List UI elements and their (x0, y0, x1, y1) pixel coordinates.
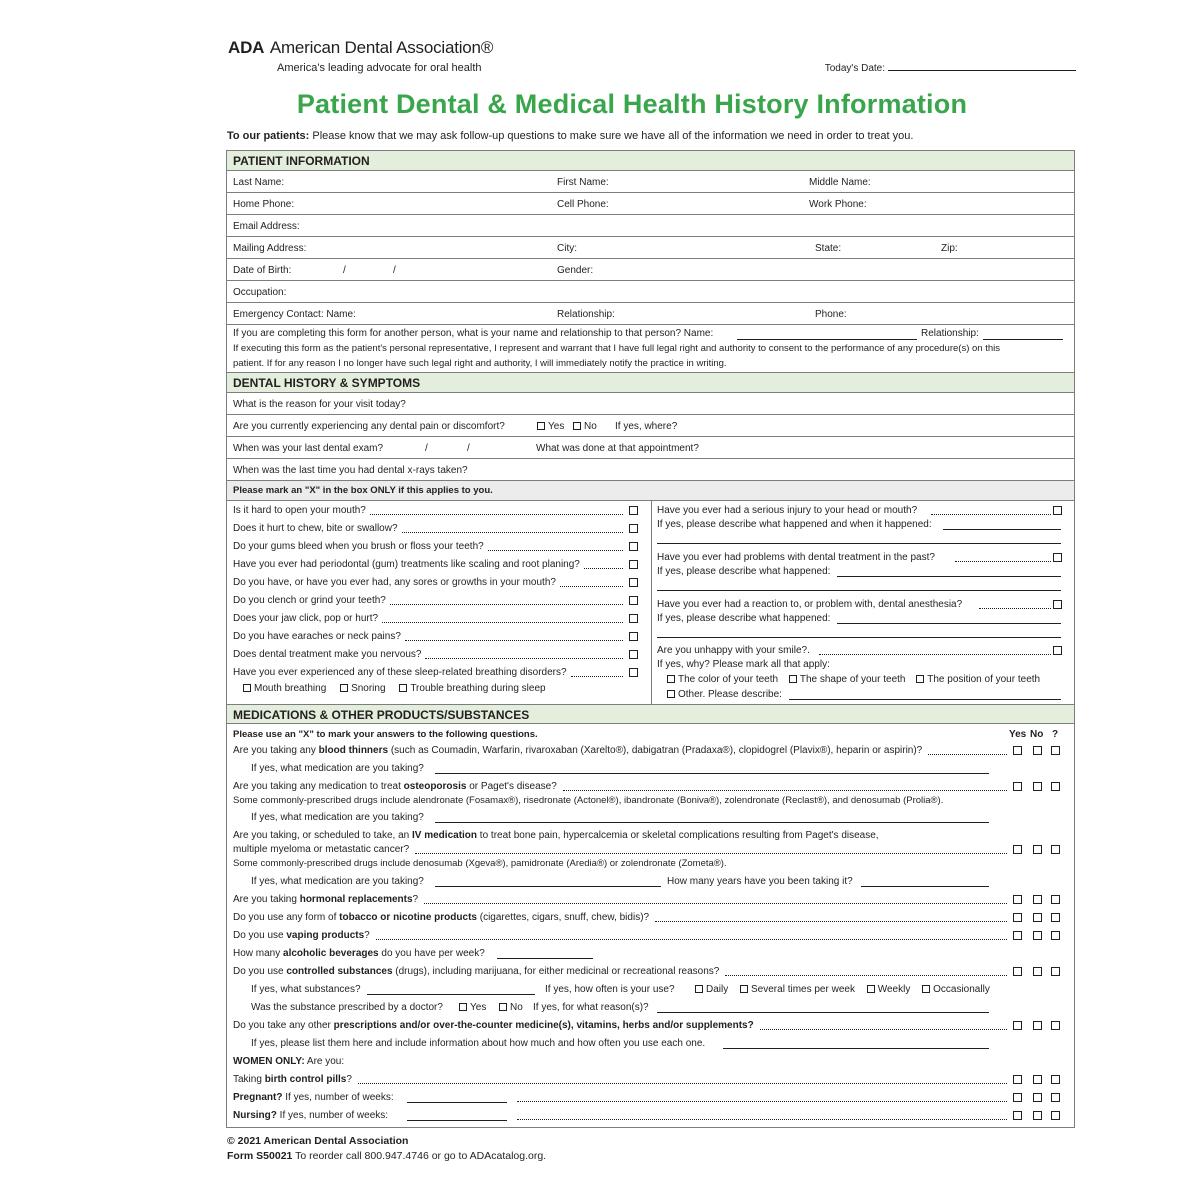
column-no: No (1030, 729, 1044, 740)
appointment-work-label: What was done at that appointment? (536, 443, 699, 454)
osteoporosis-drugs: Some commonly-prescribed drugs include alendronate (Fosamax®), risedronate (Actonel®), ibandronate (Boniva®), zolendronate (Reclast®), and denosumab (Prolia®). (233, 795, 944, 806)
leader-dots (560, 586, 623, 587)
vaping-yes-checkbox[interactable] (1013, 931, 1022, 940)
checkbox-icon[interactable] (340, 684, 348, 692)
smile-option-other[interactable] (667, 689, 782, 700)
representative-statement-1: If executing this form as the patient's personal representative, I represent and warrant that I have full legal right and authority to consent to the performance of any procedure(s) on this (233, 343, 1000, 354)
years-taking-line[interactable] (861, 886, 989, 887)
tobacco-question (233, 912, 649, 923)
dental-question-5-checkbox[interactable] (629, 578, 638, 587)
frequency-weekly[interactable] (867, 984, 911, 995)
substances-label: If yes, what substances? (251, 984, 361, 995)
dental-question-2: Does it hurt to chew, bite or swallow? (233, 523, 398, 534)
alcohol-question (233, 948, 485, 959)
checkbox-icon[interactable] (789, 675, 797, 683)
women-only-heading (233, 1056, 344, 1067)
sleep-option-trouble-breathing[interactable] (399, 683, 545, 694)
question-text: ? (346, 1074, 352, 1085)
prescribed-no[interactable] (499, 1002, 523, 1013)
state-label: State: (815, 243, 842, 254)
birth-control-yes-checkbox[interactable] (1013, 1075, 1022, 1084)
checkbox-icon[interactable] (243, 684, 251, 692)
dental-question-6: Do you clench or grind your teeth? (233, 595, 386, 606)
question-text: (such as Coumadin, Warfarin, rivaroxaban (Xarelto®), dabigatran (Pradaxa®), clopidogrel (Plavix®), heparin or aspirin)? (388, 745, 923, 756)
anesthesia-question: Have you ever had a reaction to, or problem with, dental anesthesia? (657, 599, 963, 610)
controlled-substances-unsure-checkbox[interactable] (1051, 967, 1060, 976)
prescribed-reason-line[interactable] (657, 1012, 989, 1013)
frequency-options (695, 984, 990, 995)
iv-medication-label: If yes, what medication are you taking? (251, 876, 424, 887)
leader-dots (358, 1083, 1007, 1084)
dental-question-4: Have you ever had periodontal (gum) treatments like scaling and root planing? (233, 559, 580, 570)
vaping-unsure-checkbox[interactable] (1051, 931, 1060, 940)
smile-option-label: The position of your teeth (927, 674, 1041, 685)
logo-name: American Dental Association® (269, 38, 494, 57)
logo-abbreviation: ADA (228, 38, 265, 57)
intro-text (227, 130, 913, 142)
leader-dots (488, 550, 623, 551)
prescribed-question: Was the substance prescribed by a doctor? (251, 1002, 443, 1013)
substances-line[interactable] (367, 994, 535, 995)
representative-statement-2: patient. If for any reason I no longer have such legal right and authority, I will immediately notify the practice in writing. (233, 358, 727, 369)
emergency-contact-label: Emergency Contact: Name: (233, 309, 356, 320)
leader-dots (425, 658, 623, 659)
leader-dots (382, 622, 623, 623)
dental-pain-question: Are you currently experiencing any dental pain or discomfort? (233, 421, 505, 432)
leader-dots (390, 604, 623, 605)
pregnant-no-checkbox[interactable] (1033, 1093, 1042, 1102)
head-injury-question: Have you ever had a serious injury to your head or mouth? (657, 505, 918, 516)
question-keyword: blood thinners (318, 745, 389, 756)
frequency-option-label: Weekly (877, 984, 911, 995)
question-text: If yes, number of weeks: (276, 1110, 389, 1121)
page-title: Patient Dental & Medical Health History Information (296, 89, 968, 119)
checkbox-icon[interactable] (867, 985, 875, 993)
form-info (227, 1149, 546, 1164)
email-label: Email Address: (233, 221, 300, 232)
middle-name-label: Middle Name: (809, 177, 871, 188)
row-xrays[interactable] (227, 459, 1074, 481)
frequency-daily[interactable] (695, 984, 728, 995)
birth-control-unsure-checkbox[interactable] (1051, 1075, 1060, 1084)
sleep-option-label: Mouth breathing (254, 683, 327, 694)
question-text: Are you taking, or scheduled to take, an (233, 830, 412, 841)
dental-question-2-checkbox[interactable] (629, 524, 638, 533)
question-keyword: alcoholic beverages (283, 948, 379, 959)
iv-medication-question-line-2: multiple myeloma or metastatic cancer? (233, 844, 410, 855)
footer (227, 1134, 546, 1164)
question-keyword: birth control pills (264, 1074, 347, 1085)
question-text: How many (233, 948, 284, 959)
row-representative (227, 325, 1074, 373)
dental-question-7-checkbox[interactable] (629, 614, 638, 623)
dental-question-1: Is it hard to open your mouth? (233, 505, 366, 516)
dental-pain-where-label: If yes, where? (615, 421, 678, 432)
leader-dots (928, 754, 1007, 755)
leader-dots (405, 640, 623, 641)
checkbox-icon[interactable] (499, 1003, 507, 1011)
home-phone-label: Home Phone: (233, 199, 295, 210)
header (228, 38, 1076, 78)
prescribed-no-label: No (510, 1002, 523, 1013)
other-medicines-no-checkbox[interactable] (1033, 1021, 1042, 1030)
dental-question-5: Do you have, or have you ever had, any sores or growths in your mouth? (233, 577, 556, 588)
checkbox-icon[interactable] (922, 985, 930, 993)
blood-thinners-yes-checkbox[interactable] (1013, 746, 1022, 755)
question-text: Do you use (233, 930, 287, 941)
question-text: Do you use any form of (233, 912, 340, 923)
first-name-label: First Name: (557, 177, 609, 188)
other-medicines-list-label: If yes, please list them here and include information about how much and how often you use each one. (251, 1038, 706, 1049)
anesthesia-checkbox[interactable] (1053, 600, 1062, 609)
nursing-unsure-checkbox[interactable] (1051, 1111, 1060, 1120)
intro-body: Please know that we may ask follow-up questions to make sure we have all of the information we need in order to treat you. (312, 130, 914, 142)
nursing-question (233, 1110, 388, 1121)
emergency-phone-label: Phone: (815, 309, 847, 320)
blood-thinners-unsure-checkbox[interactable] (1051, 746, 1060, 755)
question-text: (cigarettes, cigars, snuff, chew, bidis)? (476, 912, 650, 923)
nursing-weeks-line[interactable] (407, 1120, 507, 1121)
question-text: ? (364, 930, 370, 941)
leader-dots (819, 654, 1051, 655)
pregnant-question (233, 1092, 394, 1103)
vaping-question (233, 930, 370, 941)
question-text: Are you taking any (233, 745, 319, 756)
nursing-no-checkbox[interactable] (1033, 1111, 1042, 1120)
todays-date-field[interactable] (825, 63, 1076, 74)
prescribed-yes-label: Yes (470, 1002, 487, 1013)
zip-label: Zip: (941, 243, 958, 254)
leader-dots (931, 514, 1051, 515)
leader-dots (424, 903, 1007, 904)
smile-checkbox[interactable] (1053, 646, 1062, 655)
another-person-name-line[interactable] (737, 339, 917, 340)
head-injury-answer-line-1[interactable] (943, 529, 1061, 530)
prescribed-reason-label: If yes, for what reason(s)? (533, 1002, 649, 1013)
anesthesia-answer-line-1[interactable] (837, 623, 1061, 624)
leader-dots (563, 790, 1007, 791)
mark-x-instruction: Please mark an "X" in the box ONLY if this applies to you. (227, 481, 1074, 501)
question-text: (drugs), including marijuana, for either medicinal or recreational reasons? (392, 966, 720, 977)
birth-control-question (233, 1074, 352, 1085)
medications-instruction: Please use an "X" to mark your answers to the following questions. (233, 729, 538, 740)
iv-medication-drugs: Some commonly-prescribed drugs include denosumab (Xgeva®), pamidronate (Aredia®) or zolendronate (Zometa®). (233, 858, 727, 869)
row-email[interactable] (227, 215, 1074, 237)
dental-question-9: Does dental treatment make you nervous? (233, 649, 422, 660)
question-keyword: tobacco or nicotine products (339, 912, 477, 923)
checkbox-icon[interactable] (740, 985, 748, 993)
checkbox-icon[interactable] (667, 690, 675, 698)
iv-medication-no-checkbox[interactable] (1033, 845, 1042, 854)
dob-slash-2: / (393, 265, 396, 276)
leader-dots (760, 1029, 1007, 1030)
checkbox-icon[interactable] (916, 675, 924, 683)
dental-question-8: Do you have earaches or neck pains? (233, 631, 401, 642)
frequency-label: If yes, how often is your use? (545, 984, 675, 995)
dental-question-4-checkbox[interactable] (629, 560, 638, 569)
dental-question-6-checkbox[interactable] (629, 596, 638, 605)
section-header-dental-history: DENTAL HISTORY & SYMPTOMS (227, 373, 1074, 393)
smile-option-label: The shape of your teeth (799, 674, 906, 685)
years-taking-label: How many years have you been taking it? (667, 876, 853, 887)
osteoporosis-yes-checkbox[interactable] (1013, 782, 1022, 791)
gender-label: Gender: (557, 265, 594, 276)
smile-followup: If yes, why? Please mark all that apply: (657, 659, 830, 670)
smile-option-color[interactable] (667, 674, 778, 685)
blood-thinners-no-checkbox[interactable] (1033, 746, 1042, 755)
row-phones[interactable] (227, 193, 1074, 215)
frequency-occasionally[interactable] (922, 984, 990, 995)
question-text: or Paget's disease? (466, 781, 557, 792)
dental-pain-no[interactable] (573, 421, 597, 432)
dental-question-10-checkbox[interactable] (629, 668, 638, 677)
past-treatment-question: Have you ever had problems with dental treatment in the past? (657, 552, 935, 563)
checkbox-icon[interactable] (695, 985, 703, 993)
question-text: Do you take any other (233, 1020, 334, 1031)
leader-dots (584, 568, 623, 569)
blood-thinners-medication-label: If yes, what medication are you taking? (251, 763, 424, 774)
iv-medication-line[interactable] (435, 886, 661, 887)
sleep-option-snoring[interactable] (340, 683, 385, 694)
osteoporosis-unsure-checkbox[interactable] (1051, 782, 1060, 791)
section-header-patient-info: PATIENT INFORMATION (227, 151, 1074, 171)
dental-pain-no-label: No (584, 421, 597, 432)
frequency-several[interactable] (740, 984, 855, 995)
another-relationship-label: Relationship: (921, 328, 979, 339)
city-label: City: (557, 243, 577, 254)
dental-question-3-checkbox[interactable] (629, 542, 638, 551)
past-treatment-answer-line-2[interactable] (657, 590, 1061, 591)
smile-options (667, 674, 1040, 685)
iv-medication-question (233, 830, 879, 841)
sleep-option-label: Snoring (351, 683, 386, 694)
past-treatment-followup: If yes, please describe what happened: (657, 566, 831, 577)
last-exam-slash-1: / (425, 443, 428, 454)
dental-pain-yes[interactable] (537, 421, 564, 432)
question-text: If yes, number of weeks: (282, 1092, 394, 1103)
blood-thinners-medication-line[interactable] (435, 773, 989, 774)
alcohol-answer-line[interactable] (497, 958, 593, 959)
osteoporosis-medication-line[interactable] (435, 822, 989, 823)
frequency-option-label: Occasionally (933, 984, 990, 995)
other-medicines-line[interactable] (723, 1048, 989, 1049)
past-treatment-answer-line-1[interactable] (837, 576, 1061, 577)
vaping-no-checkbox[interactable] (1033, 931, 1042, 940)
anesthesia-followup: If yes, please describe what happened: (657, 613, 831, 624)
question-keyword: prescriptions and/or over-the-counter medicine(s), vitamins, herbs and/or supplements? (333, 1020, 754, 1031)
row-address[interactable] (227, 237, 1074, 259)
logo-tagline: America's leading advocate for oral health (277, 62, 482, 74)
tobacco-no-checkbox[interactable] (1033, 913, 1042, 922)
last-name-label: Last Name: (233, 177, 285, 188)
dental-question-9-checkbox[interactable] (629, 650, 638, 659)
dental-question-10: Have you ever experienced any of these sleep-related breathing disorders? (233, 667, 567, 678)
visit-reason-label: What is the reason for your visit today? (233, 399, 406, 410)
smile-option-shape[interactable] (789, 674, 906, 685)
smile-question: Are you unhappy with your smile?. (657, 645, 810, 656)
head-injury-answer-line-2[interactable] (657, 543, 1061, 544)
controlled-substances-yes-checkbox[interactable] (1013, 967, 1022, 976)
smile-option-position[interactable] (916, 674, 1040, 685)
emergency-relationship-label: Relationship: (557, 309, 615, 320)
last-exam-label: When was your last dental exam? (233, 443, 384, 454)
dental-question-1-checkbox[interactable] (629, 506, 638, 515)
sleep-options (243, 683, 546, 694)
row-last-exam[interactable] (227, 437, 1074, 459)
dental-question-7: Does your jaw click, pop or hurt? (233, 613, 379, 624)
section-header-medications: MEDICATIONS & OTHER PRODUCTS/SUBSTANCES (227, 704, 1074, 724)
leader-dots (517, 1119, 1007, 1120)
intro-lead: To our patients: (227, 130, 310, 142)
row-emergency-contact[interactable] (227, 303, 1074, 325)
iv-medication-yes-checkbox[interactable] (1013, 845, 1022, 854)
question-keyword: Nursing? (233, 1110, 277, 1121)
question-text: Are you: (304, 1056, 345, 1067)
another-person-label: If you are completing this form for another person, what is your name and relationship to that person? Name: (233, 328, 714, 339)
other-medicines-unsure-checkbox[interactable] (1051, 1021, 1060, 1030)
tobacco-yes-checkbox[interactable] (1013, 913, 1022, 922)
question-text: Are you taking (233, 894, 300, 905)
tobacco-unsure-checkbox[interactable] (1051, 913, 1060, 922)
hormonal-no-checkbox[interactable] (1033, 895, 1042, 904)
hormonal-unsure-checkbox[interactable] (1051, 895, 1060, 904)
leader-dots (402, 532, 623, 533)
head-injury-checkbox[interactable] (1053, 506, 1062, 515)
last-exam-slash-2: / (467, 443, 470, 454)
iv-medication-unsure-checkbox[interactable] (1051, 845, 1060, 854)
todays-date-line[interactable] (888, 70, 1076, 71)
women-only-label: WOMEN ONLY: (233, 1056, 305, 1067)
leader-dots (725, 975, 1007, 976)
leader-dots (955, 561, 1051, 562)
column-unsure: ? (1052, 729, 1059, 740)
row-dental-pain (227, 415, 1074, 437)
health-history-form (226, 150, 1075, 1128)
past-treatment-checkbox[interactable] (1053, 553, 1062, 562)
smile-option-label: The color of your teeth (678, 674, 779, 685)
other-medicines-question (233, 1020, 754, 1031)
question-text: Taking (233, 1074, 265, 1085)
checkbox-icon[interactable] (573, 422, 581, 430)
question-text: to treat bone pain, hypercalcemia or skeletal complications resulting from Paget's disease, (477, 830, 879, 841)
leader-dots (979, 608, 1051, 609)
pregnant-weeks-line[interactable] (407, 1102, 507, 1103)
mailing-address-label: Mailing Address: (233, 243, 307, 254)
sleep-option-label: Trouble breathing during sleep (410, 683, 546, 694)
dental-pain-yes-label: Yes (548, 421, 565, 432)
cell-phone-label: Cell Phone: (557, 199, 609, 210)
dental-question-3: Do your gums bleed when you brush or floss your teeth? (233, 541, 484, 552)
controlled-substances-question (233, 966, 719, 977)
row-dob-gender[interactable] (227, 259, 1074, 281)
row-occupation[interactable] (227, 281, 1074, 303)
question-text: ? (412, 894, 419, 905)
leader-dots (376, 939, 1007, 940)
sleep-option-mouth-breathing[interactable] (243, 683, 326, 694)
hormonal-yes-checkbox[interactable] (1013, 895, 1022, 904)
work-phone-label: Work Phone: (809, 199, 867, 210)
head-injury-followup: If yes, please describe what happened and when it happened: (657, 519, 932, 530)
ada-logo (228, 38, 1076, 58)
column-yes: Yes (1009, 729, 1027, 740)
leader-dots (517, 1101, 1007, 1102)
osteoporosis-no-checkbox[interactable] (1033, 782, 1042, 791)
question-keyword: osteoporosis (403, 781, 467, 792)
dob-slash-1: / (343, 265, 346, 276)
question-keyword: hormonal replacements (299, 894, 413, 905)
another-relationship-line[interactable] (983, 339, 1063, 340)
dob-label: Date of Birth: (233, 265, 292, 276)
copyright: © 2021 American Dental Association (227, 1135, 409, 1147)
checkbox-icon[interactable] (459, 1003, 467, 1011)
frequency-option-label: Several times per week (751, 984, 855, 995)
osteoporosis-question (233, 781, 557, 792)
checkbox-icon[interactable] (667, 675, 675, 683)
xrays-label: When was the last time you had dental x-rays taken? (233, 465, 468, 476)
dental-question-8-checkbox[interactable] (629, 632, 638, 641)
question-keyword: controlled substances (286, 966, 393, 977)
question-keyword: vaping products (286, 930, 365, 941)
birth-control-no-checkbox[interactable] (1033, 1075, 1042, 1084)
prescribed-yes[interactable] (459, 1002, 486, 1013)
todays-date-label: Today's Date: (824, 63, 885, 74)
anesthesia-answer-line-2[interactable] (657, 637, 1061, 638)
occupation-label: Occupation: (233, 287, 287, 298)
row-visit-reason[interactable] (227, 393, 1074, 415)
frequency-option-label: Daily (706, 984, 729, 995)
question-text: Are you taking any medication to treat (233, 781, 404, 792)
leader-dots (370, 514, 623, 515)
other-medicines-yes-checkbox[interactable] (1013, 1021, 1022, 1030)
smile-other-line[interactable] (789, 699, 1061, 700)
question-keyword: IV medication (412, 830, 478, 841)
checkbox-icon[interactable] (399, 684, 407, 692)
smile-other-label: Other. Please describe: (678, 689, 782, 700)
pregnant-unsure-checkbox[interactable] (1051, 1093, 1060, 1102)
form-number: Form S50021 (227, 1150, 293, 1162)
pregnant-yes-checkbox[interactable] (1013, 1093, 1022, 1102)
controlled-substances-no-checkbox[interactable] (1033, 967, 1042, 976)
dental-column-divider (651, 500, 652, 704)
row-names[interactable] (227, 171, 1074, 193)
blood-thinners-question (233, 745, 922, 756)
question-text: Do you use (233, 966, 287, 977)
nursing-yes-checkbox[interactable] (1013, 1111, 1022, 1120)
leader-dots (415, 853, 1007, 854)
hormonal-question (233, 894, 418, 905)
leader-dots (655, 921, 1007, 922)
question-keyword: Pregnant? (233, 1092, 283, 1103)
question-text: do you have per week? (378, 948, 485, 959)
osteoporosis-medication-label: If yes, what medication are you taking? (251, 812, 424, 823)
leader-dots (571, 676, 623, 677)
reorder-text: To reorder call 800.947.4746 or go to ADAcatalog.org. (292, 1150, 547, 1162)
checkbox-icon[interactable] (537, 422, 545, 430)
